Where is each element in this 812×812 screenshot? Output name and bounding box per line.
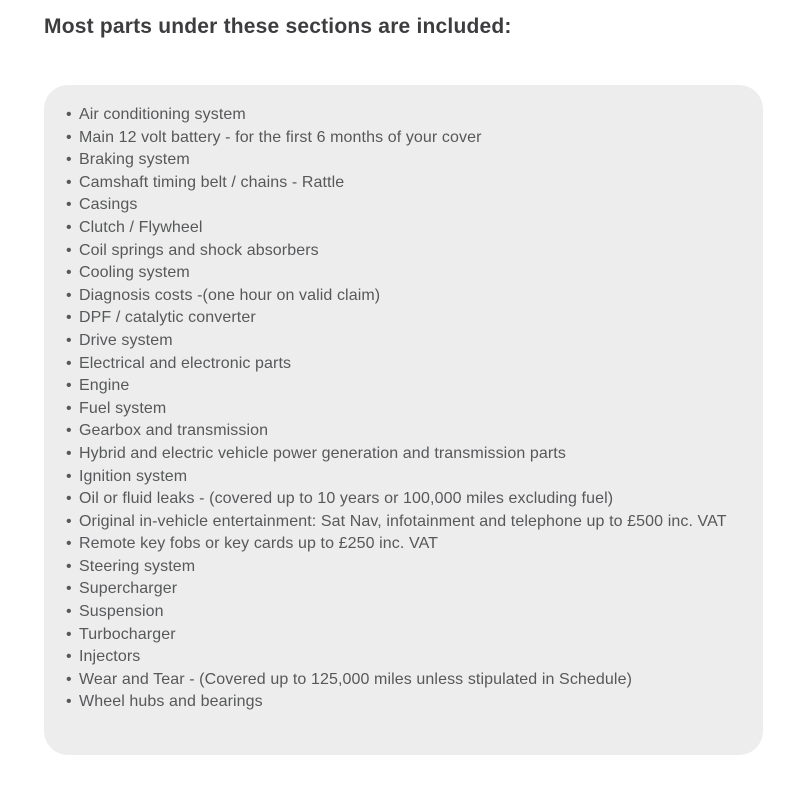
bullet-icon: • <box>66 173 72 191</box>
list-item: • Remote key fobs or key cards up to £250 inc. VAT <box>66 533 733 556</box>
list-item: • Camshaft timing belt / chains - Rattle <box>66 172 733 195</box>
bullet-icon: • <box>66 218 72 236</box>
list-item: • Ignition system <box>66 466 733 489</box>
list-item: • Wheel hubs and bearings <box>66 691 733 714</box>
list-item: • Hybrid and electric vehicle power generation and transmission parts <box>66 443 733 466</box>
list-item: • Casings <box>66 194 733 217</box>
bullet-icon: • <box>66 444 72 462</box>
bullet-icon: • <box>66 354 72 372</box>
bullet-icon: • <box>66 286 72 304</box>
list-item: • Air conditioning system <box>66 104 733 127</box>
bullet-icon: • <box>66 512 72 530</box>
bullet-icon: • <box>66 196 72 214</box>
list-item: • Steering system <box>66 556 733 579</box>
page-title: Most parts under these sections are included: <box>44 15 512 38</box>
list-item: • Supercharger <box>66 578 733 601</box>
list-item: • Main 12 volt battery - for the first 6 months of your cover <box>66 127 733 150</box>
list-item: • Suspension <box>66 601 733 624</box>
bullet-icon: • <box>66 422 72 440</box>
bullet-icon: • <box>66 490 72 508</box>
list-item: • Turbocharger <box>66 624 733 647</box>
bullet-icon: • <box>66 331 72 349</box>
list-item: • Electrical and electronic parts <box>66 353 733 376</box>
list-item: • Cooling system <box>66 262 733 285</box>
bullet-icon: • <box>66 467 72 485</box>
list-item: • Drive system <box>66 330 733 353</box>
bullet-icon: • <box>66 603 72 621</box>
list-item: • Fuel system <box>66 398 733 421</box>
bullet-icon: • <box>66 241 72 259</box>
list-item: • Diagnosis costs -(one hour on valid claim) <box>66 285 733 308</box>
bullet-icon: • <box>66 693 72 711</box>
bullet-icon: • <box>66 264 72 282</box>
bullet-icon: • <box>66 557 72 575</box>
bullet-icon: • <box>66 128 72 146</box>
included-parts-panel <box>44 85 763 755</box>
bullet-icon: • <box>66 309 72 327</box>
list-item: • Coil springs and shock absorbers <box>66 240 733 263</box>
included-parts-list <box>66 104 733 714</box>
bullet-icon: • <box>66 580 72 598</box>
bullet-icon: • <box>66 377 72 395</box>
list-item: • Wear and Tear - (Covered up to 125,000 miles unless stipulated in Schedule) <box>66 669 733 692</box>
list-item: • Injectors <box>66 646 733 669</box>
bullet-icon: • <box>66 535 72 553</box>
list-item: • DPF / catalytic converter <box>66 307 733 330</box>
list-item: • Braking system <box>66 149 733 172</box>
list-item: • Engine <box>66 375 733 398</box>
list-item: • Oil or fluid leaks - (covered up to 10 years or 100,000 miles excluding fuel) <box>66 488 733 511</box>
list-item: • Original in-vehicle entertainment: Sat Nav, infotainment and telephone up to £500 inc. VAT <box>66 511 733 534</box>
bullet-icon: • <box>66 625 72 643</box>
list-item: • Gearbox and transmission <box>66 420 733 443</box>
bullet-icon: • <box>66 648 72 666</box>
bullet-icon: • <box>66 106 72 123</box>
bullet-icon: • <box>66 670 72 688</box>
bullet-icon: • <box>66 151 72 169</box>
list-item: • Clutch / Flywheel <box>66 217 733 240</box>
bullet-icon: • <box>66 399 72 417</box>
